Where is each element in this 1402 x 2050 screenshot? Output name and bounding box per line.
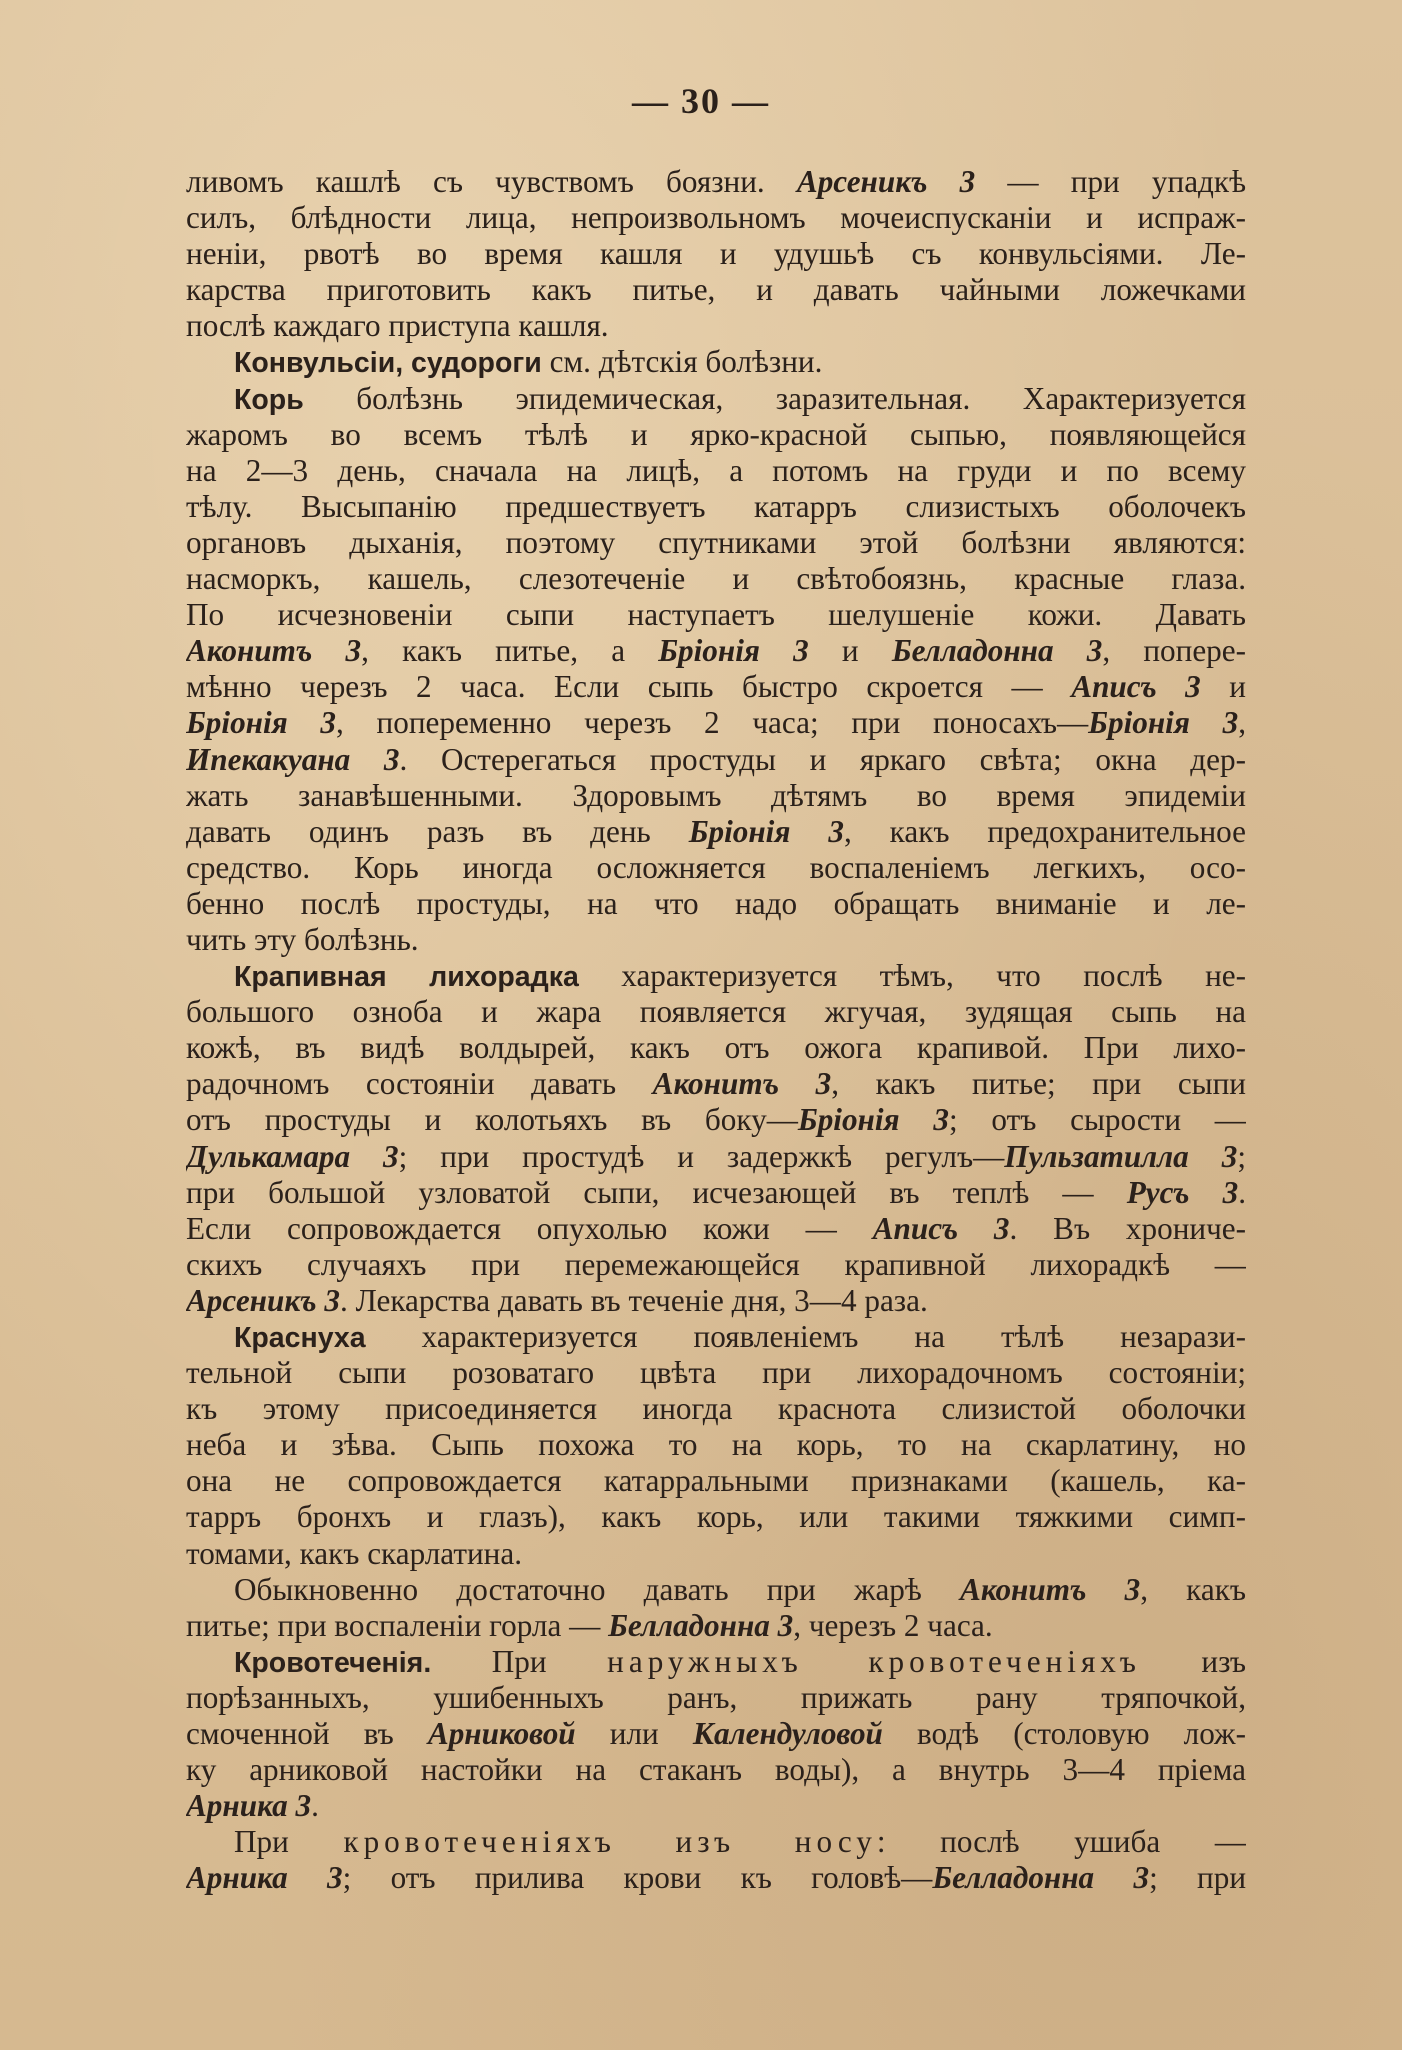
text-run: жаромъ во всемъ тѣлѣ и ярко-красной сыпью, появляющейся: [186, 416, 1246, 452]
text-run: — при упадкѣ: [975, 164, 1246, 199]
text-run: и: [1200, 669, 1246, 705]
remedy-name: Ипекакуана 3: [186, 741, 400, 777]
text-run: При: [234, 1824, 344, 1860]
remedy-name: Бріонія 3: [186, 705, 337, 741]
text-line: [186, 705, 1246, 741]
body-text: [186, 164, 1246, 1897]
text-run: тельной сыпи розоватаго цвѣта при лихорадочномъ состояніи;: [186, 1355, 1246, 1391]
text-run: . Остерегаться простуды и яркаго свѣта; окна дер-: [399, 741, 1246, 777]
text-line: [186, 1824, 1246, 1860]
text-run: , какъ предохранительное: [843, 813, 1246, 849]
text-line: [186, 1608, 1246, 1644]
spaced-emphasis: кровотеченіяхъ изъ носу: [343, 1824, 877, 1860]
text-run: послѣ каждаго приступа кашля.: [186, 308, 609, 344]
remedy-name: Бріонія 3: [797, 1102, 949, 1138]
text-line: [186, 489, 1246, 525]
text-line: [186, 814, 1246, 850]
page-number: — 30 —: [632, 81, 770, 121]
text-run: ; отъ прилива крови къ головѣ—: [342, 1860, 933, 1896]
text-run: При: [431, 1643, 608, 1679]
text-line: [186, 633, 1246, 669]
text-line: [186, 164, 1246, 200]
text-run: порѣзанныхъ, ушибенныхъ ранъ, прижать рану тряпочкой,: [186, 1679, 1246, 1715]
text-line: [186, 669, 1246, 705]
text-run: томами, какъ скарлатина.: [186, 1535, 522, 1571]
entry-heading: Крапивная лихорадка: [234, 961, 579, 994]
text-run: характеризуется появленіемъ на тѣлѣ незарази-: [365, 1319, 1246, 1354]
text-line: [186, 1860, 1246, 1896]
text-line: [186, 1030, 1246, 1066]
text-run: ; при: [1149, 1860, 1246, 1896]
remedy-name: Аписъ 3: [872, 1210, 1010, 1246]
remedy-name: Белладонна 3: [932, 1860, 1150, 1896]
text-line: [186, 1283, 1246, 1319]
text-line: [186, 1355, 1246, 1391]
entry-heading: Корь: [234, 383, 304, 416]
remedy-name: Бріонія 3: [1088, 705, 1239, 741]
text-run: или: [575, 1716, 693, 1752]
text-run: радочномъ состояніи давать: [186, 1066, 653, 1102]
remedy-name: Белладонна 3: [891, 633, 1103, 669]
text-line: [186, 1680, 1246, 1716]
text-run: см. дѣтскія болѣзни.: [541, 344, 823, 380]
spaced-emphasis: наружныхъ кровотеченіяхъ: [607, 1643, 1141, 1679]
text-run: ; при простудѣ и задержкѣ регулъ—: [398, 1138, 1005, 1174]
text-line: [186, 994, 1246, 1030]
text-line: [186, 417, 1246, 453]
text-run: , какъ питье; при сыпи: [831, 1066, 1246, 1102]
text-run: тарръ бронхъ и глазъ), какъ корь, или такими тяжкими симп-: [186, 1499, 1246, 1535]
text-run: къ этому присоединяется иногда краснота слизистой оболочки: [186, 1391, 1246, 1427]
remedy-name: Арсеникъ 3: [186, 1282, 340, 1318]
text-run: бенно послѣ простуды, на что надо обращать вниманіе и ле-: [186, 885, 1246, 921]
remedy-name: Русъ 3: [1126, 1174, 1239, 1210]
remedy-name: Дулькамара 3: [186, 1138, 399, 1174]
remedy-name: Арниковой: [427, 1716, 576, 1752]
remedy-name: Аписъ 3: [1071, 669, 1201, 705]
text-line: [186, 958, 1246, 994]
text-line: [186, 561, 1246, 597]
text-run: характеризуется тѣмъ, что послѣ не-: [578, 958, 1246, 994]
text-run: и: [808, 633, 892, 669]
text-run: силъ, блѣдности лица, непроизвольномъ мочеиспусканіи и испраж-: [186, 200, 1246, 236]
text-run: . Лекарства давать въ теченіе дня, 3—4 раза.: [339, 1282, 928, 1318]
text-run: , какъ питье, а: [361, 633, 659, 669]
text-line: [186, 1391, 1246, 1427]
text-run: большого озноба и жара появляется жгучая, зудящая сыпь на: [186, 994, 1246, 1030]
text-line: [186, 1319, 1246, 1355]
text-run: По исчезновеніи сыпи наступаетъ шелушеніе кожи. Давать: [186, 597, 1246, 633]
text-run: при большой узловатой сыпи, исчезающей въ теплѣ —: [186, 1174, 1127, 1210]
text-line: [186, 1644, 1246, 1680]
text-run: ; отъ сырости —: [948, 1102, 1246, 1138]
text-run: , какъ: [1140, 1571, 1246, 1607]
text-run: ,: [1238, 705, 1246, 741]
text-line: [186, 236, 1246, 272]
text-line: [186, 886, 1246, 922]
text-run: .: [1238, 1174, 1246, 1210]
text-line: [186, 1211, 1246, 1247]
text-run: . Въ хрониче-: [1009, 1210, 1246, 1246]
text-line: [186, 344, 1246, 380]
text-run: , попере-: [1102, 633, 1246, 669]
text-line: [186, 1499, 1246, 1535]
text-run: давать одинъ разъ въ день: [186, 813, 689, 849]
text-run: органовъ дыханія, поэтому спутниками этой болѣзни являются:: [186, 524, 1246, 560]
text-run: кожѣ, въ видѣ волдырей, какъ отъ ожога крапивой. При лихо-: [186, 1030, 1246, 1066]
remedy-name: Арсеникъ 3: [796, 164, 976, 199]
text-run: чить эту болѣзнь.: [186, 921, 419, 957]
remedy-name: Аконитъ 3: [960, 1571, 1141, 1607]
text-run: ;: [1237, 1138, 1246, 1174]
remedy-name: Бріонія 3: [658, 633, 809, 669]
remedy-name: Аконитъ 3: [652, 1066, 832, 1102]
text-line: [186, 1463, 1246, 1499]
text-run: на 2—3 день, сначала на лицѣ, а потомъ на груди и по всему: [186, 452, 1246, 488]
text-run: изъ: [1140, 1643, 1246, 1679]
entry-heading: Конвульсіи, судороги: [234, 347, 542, 380]
text-line: [186, 1102, 1246, 1138]
text-run: скихъ случаяхъ при перемежающейся крапивной лихорадкѣ —: [186, 1246, 1246, 1282]
text-line: [186, 742, 1246, 778]
remedy-name: Аконитъ 3: [186, 633, 362, 669]
text-run: неніи, рвотѣ во время кашля и удушьѣ съ конвульсіями. Ле-: [186, 236, 1246, 272]
text-run: мѣнно черезъ 2 часа. Если сыпь быстро скроется —: [186, 669, 1072, 705]
text-run: Если сопровождается опухолью кожи —: [186, 1210, 873, 1246]
text-run: неба и зѣва. Сыпь похожа то на корь, то на скарлатину, но: [186, 1427, 1246, 1463]
text-line: [186, 1247, 1246, 1283]
text-line: [186, 778, 1246, 814]
remedy-name: Арника 3: [186, 1788, 312, 1824]
text-line: [186, 1752, 1246, 1788]
text-line: [186, 200, 1246, 236]
text-run: карства приготовить какъ питье, и давать чайными ложечками: [186, 272, 1246, 308]
text-run: , черезъ 2 часа.: [793, 1607, 993, 1643]
text-line: [186, 381, 1246, 417]
text-run: жать занавѣшенными. Здоровымъ дѣтямъ во время эпидеміи: [186, 777, 1246, 813]
text-line: [186, 1066, 1246, 1102]
remedy-name: Пульзатилла 3: [1004, 1138, 1238, 1174]
text-run: смоченной въ: [186, 1716, 428, 1752]
text-run: средство. Корь иногда осложняется воспаленіемъ легкихъ, осо-: [186, 849, 1246, 885]
text-run: насморкъ, кашель, слезотеченіе и свѣтобоязнь, красные глаза.: [186, 561, 1246, 597]
text-run: : послѣ ушиба —: [876, 1824, 1246, 1860]
remedy-name: Арника 3: [186, 1860, 343, 1896]
text-line: [186, 1716, 1246, 1752]
remedy-name: Бріонія 3: [688, 813, 844, 849]
text-run: , попеременно черезъ 2 часа; при поносахъ—: [336, 705, 1089, 741]
text-line: [186, 1536, 1246, 1572]
text-run: .: [311, 1788, 319, 1824]
text-run: ливомъ кашлѣ съ чувствомъ боязни.: [186, 164, 797, 199]
text-line: [186, 525, 1246, 561]
text-run: Обыкновенно достаточно давать при жарѣ: [234, 1571, 961, 1607]
text-run: тѣлу. Высыпанію предшествуетъ катарръ слизистыхъ оболочекъ: [186, 488, 1246, 524]
remedy-name: Календуловой: [692, 1716, 883, 1752]
text-line: [186, 597, 1246, 633]
text-line: [186, 1788, 1246, 1824]
text-run: болѣзнь эпидемическая, заразительная. Характеризуется: [303, 380, 1246, 416]
text-line: [186, 1139, 1246, 1175]
text-line: [186, 850, 1246, 886]
entry-heading: Кровотеченія.: [234, 1646, 432, 1679]
text-line: [186, 1175, 1246, 1211]
text-line: [186, 1572, 1246, 1608]
text-run: водѣ (столовую лож-: [882, 1716, 1246, 1752]
entry-heading: Краснуха: [234, 1322, 366, 1354]
text-line: [186, 272, 1246, 308]
text-run: отъ простуды и колотьяхъ въ боку—: [186, 1102, 798, 1138]
remedy-name: Белладонна 3: [608, 1607, 794, 1643]
text-line: [186, 308, 1246, 344]
text-run: ку арниковой настойки на стаканъ воды), а внутрь 3—4 пріема: [186, 1752, 1246, 1788]
text-line: [186, 1427, 1246, 1463]
text-line: [186, 922, 1246, 958]
text-run: она не сопровождается катарральными признаками (кашель, ка-: [186, 1463, 1246, 1499]
text-run: питье; при воспаленіи горла —: [186, 1607, 609, 1643]
text-line: [186, 453, 1246, 489]
